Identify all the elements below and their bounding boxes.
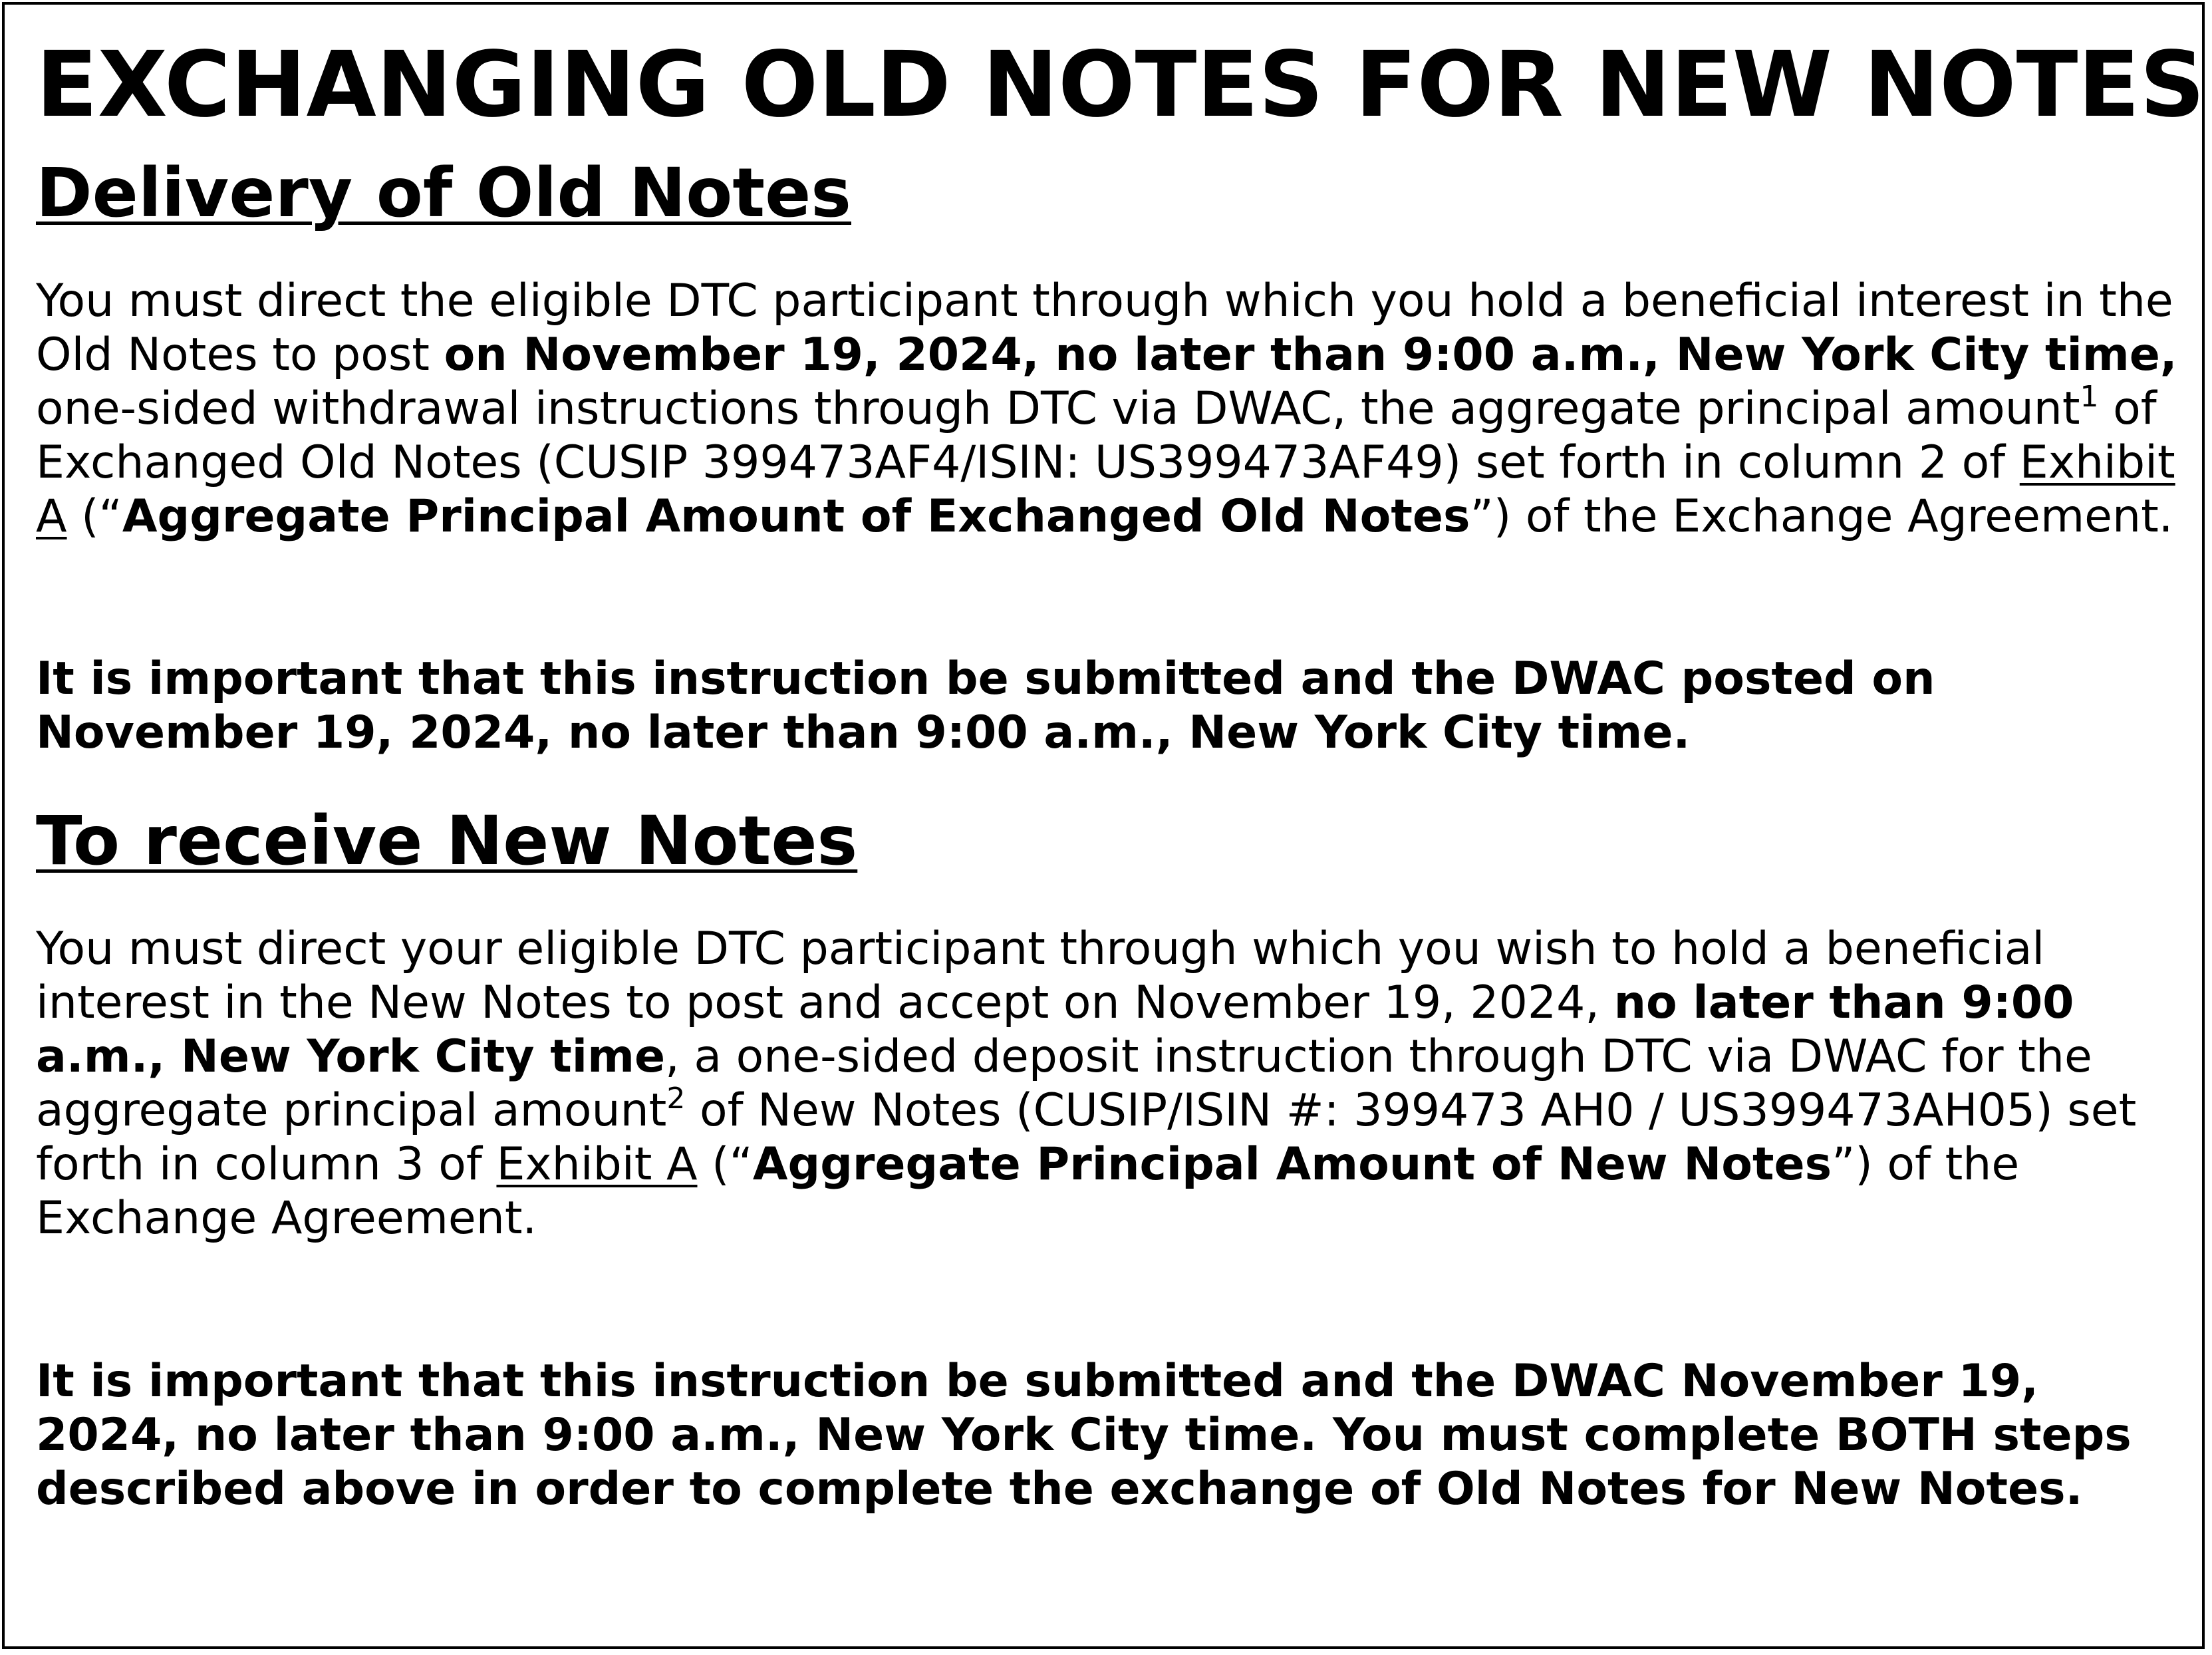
footnote-ref-1[interactable]: 1 — [2080, 380, 2099, 414]
footnote-ref-2[interactable]: 2 — [666, 1082, 686, 1116]
delivery-important-notice: It is important that this instruction be submitted and the DWAC posted on November 19, 2024, no later than 9:00 a.m., New York City time. — [36, 653, 1935, 759]
receive-paragraph — [36, 922, 2191, 1245]
bold-run: on November 19, 2024, no later than 9:00 a.m., New York City time, — [444, 329, 2177, 381]
exhibit-a-link[interactable]: Exhibit A — [36, 436, 2175, 543]
text-run: of Exchanged Old Notes (CUSIP 399473AF4/ISIN: US399473AF49) set forth in column 2 of — [36, 382, 2157, 489]
section-heading-receive: To receive New Notes — [36, 802, 858, 881]
exhibit-a-link[interactable]: Exhibit A — [496, 1138, 698, 1191]
text-run: (“ — [697, 1138, 753, 1191]
delivery-paragraph — [36, 274, 2191, 543]
text-run: (“ — [67, 490, 122, 543]
text-run: one-sided withdrawal instructions through DTC via DWAC, the aggregate principal amount — [36, 382, 2080, 435]
bold-run: Aggregate Principal Amount of Exchanged Old Notes — [122, 490, 1470, 543]
bold-run: no later than 9:00 a.m., New York City time — [36, 977, 2074, 1083]
bold-run: Aggregate Principal Amount of New Notes — [752, 1138, 1832, 1191]
text-run: , a one-sided deposit instruction through DTC via DWAC for the aggregate principal amount — [36, 1030, 2092, 1137]
receive-important-notice: It is important that this instruction be submitted and the DWAC November 19, 2024, no later than 9:00 a.m., New York City time. You must complete BOTH steps described above in order to complete the exchange of Old Notes for New Notes. — [36, 1355, 2132, 1515]
text-run: of New Notes (CUSIP/ISIN #: 399473 AH0 / US399473AH05) set forth in column 3 of — [36, 1084, 2137, 1191]
document-title: EXCHANGING OLD NOTES FOR NEW NOTES — [36, 33, 2205, 138]
section-heading-delivery: Delivery of Old Notes — [36, 154, 851, 233]
text-run: You must direct the eligible DTC participant through which you hold a beneficial interest in the Old Notes to post — [36, 275, 2173, 381]
text-run: ”) of the Exchange Agreement. — [1470, 490, 2173, 543]
text-run: ”) of the Exchange Agreement. — [36, 1138, 2020, 1245]
text-run: You must direct your eligible DTC participant through which you wish to hold a beneficial interest in the New Notes to post and accept on November 19, 2024, — [36, 923, 2045, 1029]
